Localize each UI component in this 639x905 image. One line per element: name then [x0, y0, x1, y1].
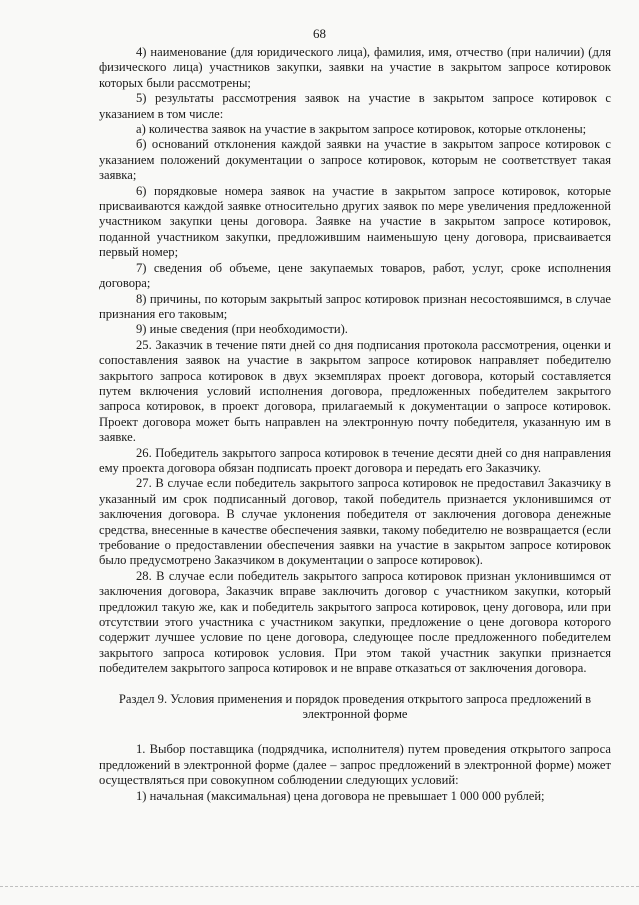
paragraph: 6) порядковые номера заявок на участие в закрытом запросе котировок, которые присваиваются каждой заявке относительно других заявок по мере увеличения предложенной участником закупки цены договора. Заявке на участие в закрытом запросе котировок, поданной участником закупки, предложившим наименьшую цену договора, присваивается первый номер; [99, 183, 611, 260]
paragraph: 9) иные сведения (при необходимости). [136, 322, 348, 337]
paragraph: 26. Победитель закрытого запроса котировок в течение десяти дней со дня направления ему проекта договора обязан подписать проект договора и передать его Заказчику. [99, 445, 611, 475]
paragraph: б) оснований отклонения каждой заявки на участие в закрытом запросе котировок с указанием положений документации о запросе котировок, которым не соответствует такая заявка; [99, 137, 611, 183]
paragraph: 4) наименование (для юридического лица), фамилия, имя, отчество (при наличии) (для физического лица) участников закупки, заявки на участие в закрытом запросе котировок которых были рассмотрены; [99, 45, 611, 90]
paragraph: 1) начальная (максимальная) цена договора не превышает 1 000 000 рублей; [136, 788, 545, 803]
document-body [99, 45, 611, 804]
paragraph: а) количества заявок на участие в закрытом запросе котировок, которые отклонены; [136, 122, 587, 137]
scan-edge-line [0, 886, 639, 887]
paragraph: 25. Заказчик в течение пяти дней со дня подписания протокола рассмотрения, оценки и сопоставления заявок на участие в закрытом запросе котировок направляет победителю закрытого запроса котировок в двух экземплярах проект договора, который составляется путем включения условий исполнения договора, предложенных победителем закрытого запроса котировок, в проект договора, прилагаемый к документации о запросе котировок. Проект договора может быть направлен на электронную почту победителя, указанную им в заявке. [99, 337, 611, 445]
section-heading: Раздел 9. Условия применения и порядок проведения открытого запроса предложений в электронной форме [118, 691, 592, 722]
page-number: 68 [313, 26, 326, 41]
paragraph: 7) сведения об объеме, цене закупаемых товаров, работ, услуг, сроке исполнения договора; [99, 260, 611, 291]
paragraph: 8) причины, по которым закрытый запрос котировок признан несостоявшимся, в случае признания его таковым; [99, 291, 611, 321]
paragraph: 5) результаты рассмотрения заявок на участие в закрытом запросе котировок с указанием в том числе: [99, 91, 611, 121]
paragraph: 27. В случае если победитель закрытого запроса котировок не предоставил Заказчику в указанный им срок подписанный договор, такой победитель признается уклонившимся от заключения договора. В случае уклонения победителя от заключения договора денежные средства, внесенные в качестве обеспечения заявки, такому победителю не возвращается (если требование о предоставлении обеспечения заявки на участие в закрытом запросе котировок было предусмотрено Заказчиком в документации о запросе котировок). [99, 476, 611, 568]
paragraph: 28. В случае если победитель закрытого запроса котировок признан уклонившимся от заключения договора, Заказчик вправе заключить договор с участником закупки, который предложил такую же, как и победитель закрытого запроса котировок, цену договора, или при отсутствии этого участника с участником закупки, предложение о цене договора которого содержит лучшее условие по цене договора, следующее после предложенного победителем закрытого запроса котировок условия. При этом такой участник закупки признается победителем закрытого запроса котировок и не вправе отказаться от заключения договора. [99, 568, 611, 676]
paragraph: 1. Выбор поставщика (подрядчика, исполнителя) путем проведения открытого запроса предложений в электронной форме (далее – запрос предложений в электронной форме) может осуществляться при совокупном соблюдении следующих условий: [99, 742, 611, 788]
